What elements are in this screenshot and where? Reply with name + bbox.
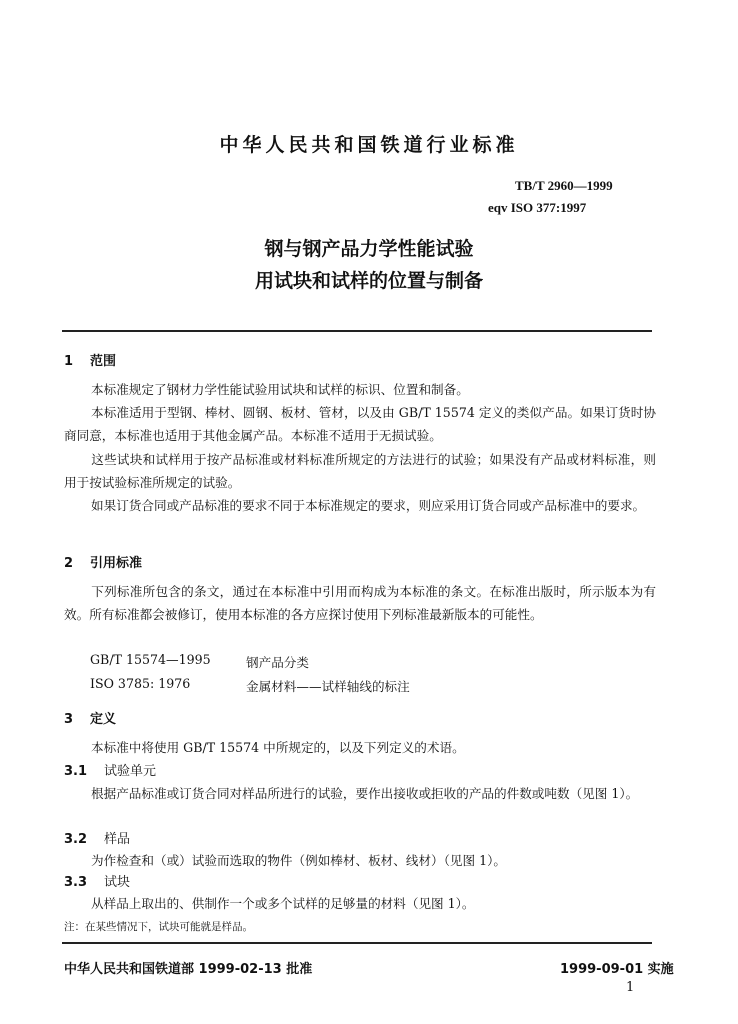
header-divider	[62, 330, 652, 332]
section-number: 3	[64, 712, 74, 727]
reference-code: GB/T 15574—1995	[90, 652, 211, 667]
section-2-heading	[64, 552, 142, 571]
section-2-paragraph-1: 下列标准所包含的条文，通过在本标准中引用而构成为本标准的条文。在标准出版时，所示版本为有效。所有标准都会被修订，使用本标准的各方应探讨使用下列标准最新版本的可能性。	[64, 584, 656, 622]
section-number: 2	[64, 556, 74, 571]
document-title-line1: 钢与钢产品力学性能试验	[264, 238, 474, 260]
section-1-paragraph-3: 这些试块和试样用于按产品标准或材料标准所规定的方法进行的试验；如果没有产品或材料标准，则用于按试验标准所规定的试验。	[64, 452, 656, 490]
standard-type: 中华人民共和国铁道行业标准	[219, 134, 519, 156]
subsection-3-3-heading: 3.3 试块	[64, 875, 131, 890]
reference-name: 钢产品分类	[246, 655, 309, 670]
reference-code: ISO 3785: 1976	[90, 676, 191, 691]
subsection-3-1-text: 根据产品标准或订货合同对样品所进行的试验，要作出接收或拒收的产品的件数或吨数（见图 1）。	[91, 786, 639, 801]
document-title-line2: 用试块和试样的位置与制备	[254, 270, 483, 292]
approval-statement: 中华人民共和国铁道部 1999-02-13 批准	[64, 962, 313, 977]
section-title: 范围	[90, 354, 117, 369]
section-number: 1	[64, 354, 74, 369]
subsection-3-1-heading: 3.1 试验单元	[64, 764, 157, 779]
equivalent-standard: eqv ISO 377:1997	[488, 200, 587, 215]
subsection-3-2-text: 为作检查和（或）试验而选取的物件（例如棒材、板材、线材）（见图 1）。	[91, 853, 507, 868]
section-1-paragraph-1: 本标准规定了钢材力学性能试验用试块和试样的标识、位置和制备。	[91, 382, 469, 397]
effective-date: 1999-09-01 实施	[560, 962, 674, 977]
footer-divider	[62, 942, 652, 944]
section-1-paragraph-4: 如果订货合同或产品标准的要求不同于本标准规定的要求，则应采用订货合同或产品标准中的要求。	[91, 498, 646, 513]
section-3-heading	[64, 708, 116, 727]
section-title: 引用标准	[90, 556, 143, 571]
section-title: 定义	[90, 712, 117, 727]
section-3-paragraph-1: 本标准中将使用 GB/T 15574 中所规定的，以及下列定义的术语。	[91, 740, 465, 755]
page-number: 1	[626, 980, 635, 995]
subsection-3-3-text: 从样品上取出的、供制作一个或多个试样的足够量的材料（见图 1）。	[91, 896, 475, 911]
standard-code: TB/T 2960—1999	[515, 178, 613, 193]
subsection-3-3-note: 注：在某些情况下，试块可能就是样品。	[64, 921, 253, 933]
subsection-3-2-heading: 3.2 样品	[64, 832, 131, 847]
section-1-paragraph-2: 本标准适用于型钢、棒材、圆钢、板材、管材，以及由 GB/T 15574 定义的类似产品。如果订货时协商同意，本标准也适用于其他金属产品。本标准不适用于无损试验。	[64, 405, 656, 443]
section-1-heading	[64, 350, 116, 369]
reference-name: 金属材料——试样轴线的标注	[246, 679, 410, 694]
